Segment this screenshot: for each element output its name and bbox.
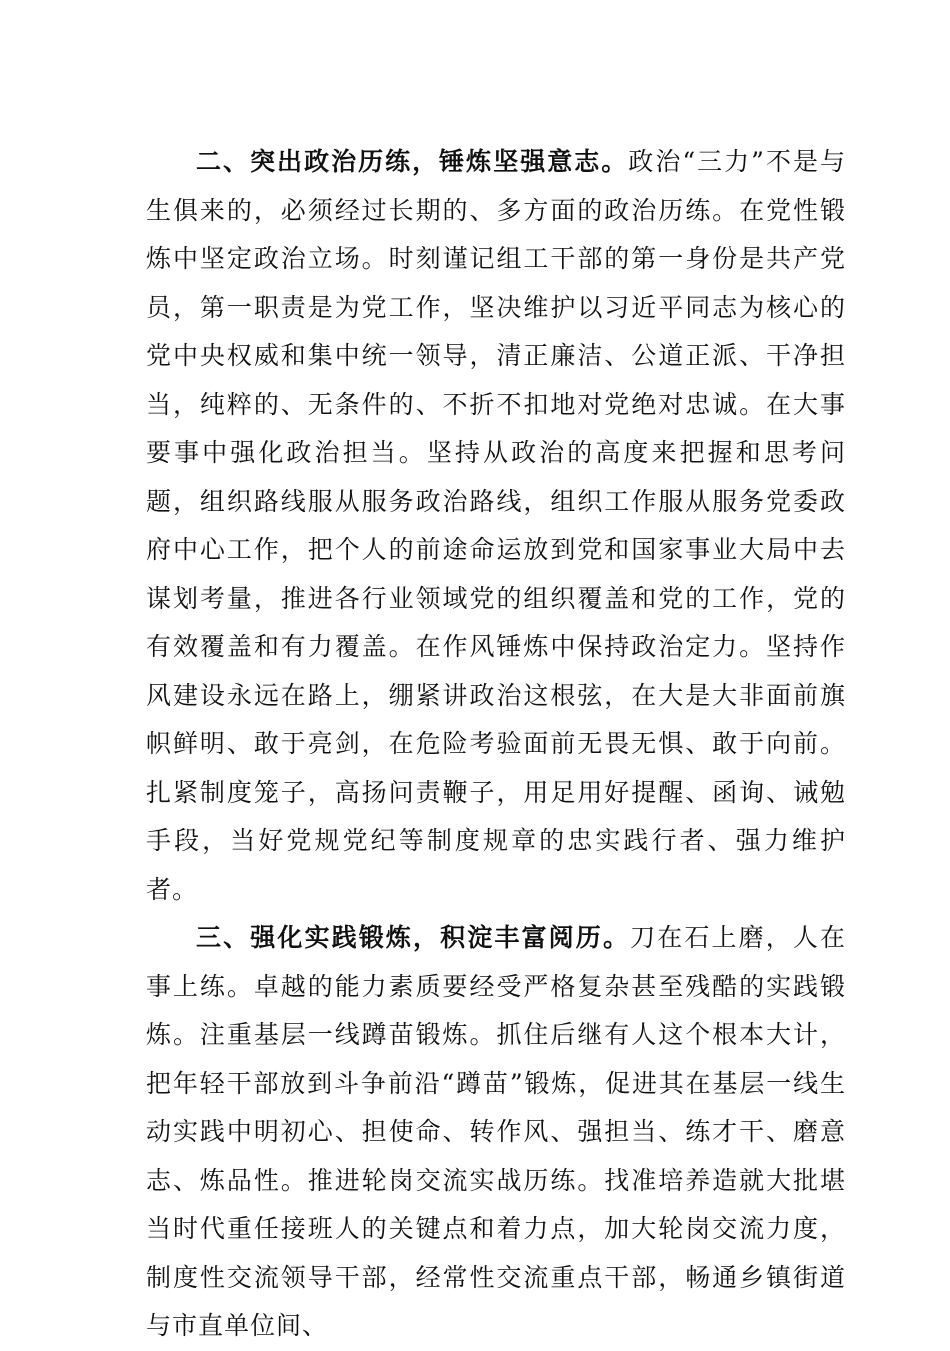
- paragraph-text: 政治“三力”不是与生俱来的，必须经过长期的、多方面的政治历练。在党性锻炼中坚定政治立场。时刻谨记组工干部的第一身份是共产党员，第一职责是为党工作，坚决维护以习近平同志为核心的党中央权威和集中统一领导，清正廉洁、公道正派、干净担当，纯粹的、无条件的、不折不扣地对党绝对忠诚。在大事要事中强化政治担当。坚持从政治的高度来把握和思考问题，组织路线服从服务政治路线，组织工作服从服务党委政府中心工作，把个人的前途命运放到党和国家事业大局中去谋划考量，推进各行业领域党的组织覆盖和党的工作，党的有效覆盖和有力覆盖。在作风锤炼中保持政治定力。坚持作风建设永远在路上，绷紧讲政治这根弦，在大是大非面前旗帜鲜明、敢于亮剑，在危险考验面前无畏无惧、敢于向前。扎紧制度笼子，高扬问责鞭子，用足用好提醒、函询、诫勉手段，当好党规党纪等制度规章的忠实践行者、强力维护者。: [146, 147, 846, 904]
- paragraph-text: 刀在石上磨，人在事上练。卓越的能力素质要经受严格复杂甚至残酷的实践锻炼。注重基层一线蹲苗锻炼。抓住后继有人这个根本大计，把年轻干部放到斗争前沿“蹲苗”锻炼，促进其在基层一线生动实践中明初心、担使命、转作风、强担当、练才干、磨意志、炼品性。推进轮岗交流实战历练。找准培养造就大批堪当时代重任接班人的关键点和着力点，加大轮岗交流力度，制度性交流领导干部，经常性交流重点干部，畅通乡镇街道与市直单位间、: [146, 923, 846, 1340]
- paragraph-heading: 三、强化实践锻炼，积淀丰富阅历。: [196, 923, 631, 952]
- paragraph-political-training: [146, 138, 846, 914]
- paragraph-heading: 二、突出政治历练，锤炼坚强意志。: [196, 147, 629, 176]
- paragraph-practical-training: [146, 914, 846, 1351]
- document-body: [146, 138, 846, 1351]
